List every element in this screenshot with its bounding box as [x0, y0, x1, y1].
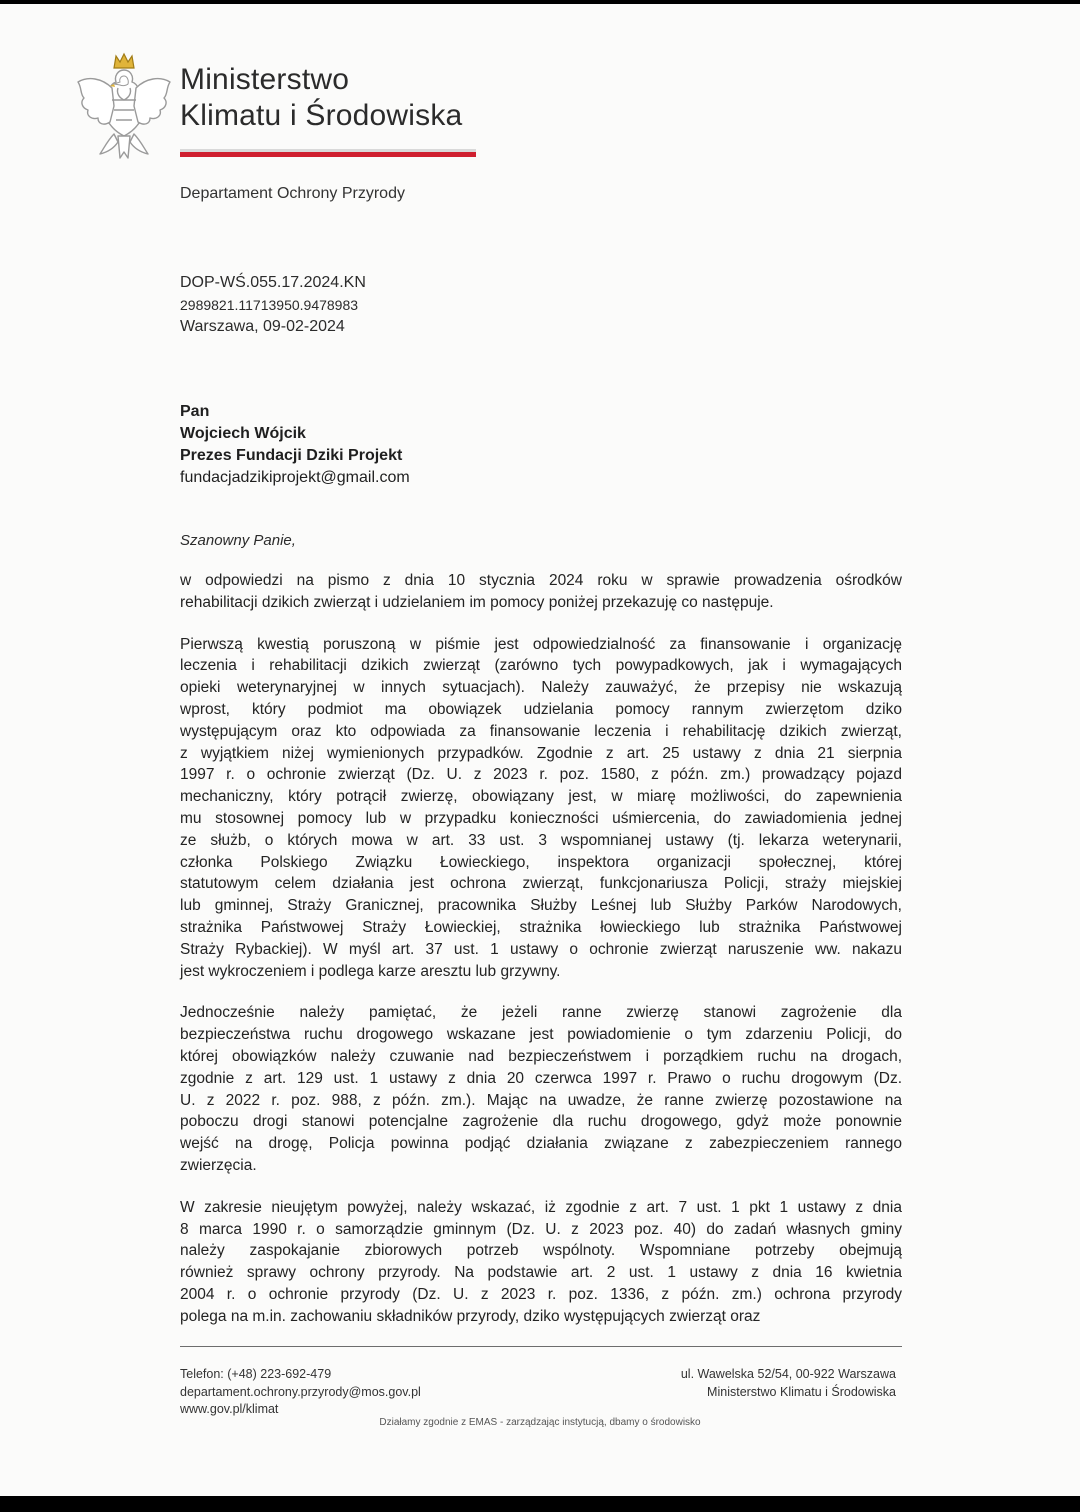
paragraph-line: której obowiązków należy czuwanie nad bezpieczeństwem i porządkiem ruchu na drogach,	[180, 1047, 902, 1065]
paragraph-line: występującym oraz kto odpowiada za finansowanie leczenia i rehabilitację dzikich zwierząt,	[180, 722, 902, 740]
paragraph-line: wprost, który podmiot ma obowiązek udzielania pomocy rannym zwierzętom dziko	[180, 700, 902, 718]
recipient-title: Pan	[180, 403, 210, 420]
department-name: Departament Ochrony Przyrody	[180, 185, 405, 202]
paragraph-line: Pierwszą kwestią poruszoną w piśmie jest odpowiedzialność za finansowanie i organizację	[180, 635, 902, 653]
flag-red-stripe	[180, 152, 476, 157]
paragraph-line: polega na m.in. zachowaniu składników przyrody, dziko występujących zwierząt oraz	[180, 1307, 761, 1325]
paragraph-line: 8 marca 1990 r. o samorządzie gminnym (Dz. U. z 2023 poz. 40) do zadań własnych gminy	[180, 1220, 902, 1238]
footer-phone: Telefon: (+48) 223-692-479	[180, 1367, 332, 1381]
paragraph-line: opieki weterynaryjnej w innych sytuacjach). Należy zauważyć, że przepisy nie wskazują	[180, 679, 902, 697]
paragraph-line: zgodnie z art. 129 ust. 1 ustawy z dnia 20 czerwca 1997 r. Prawo o ruchu drogowym (Dz.	[180, 1069, 902, 1087]
case-number: DOP-WŚ.055.17.2024.KN	[180, 274, 366, 291]
footer-divider	[180, 1346, 902, 1347]
recipient-block	[180, 401, 410, 489]
ministry-name-line1: Ministerstwo	[180, 63, 350, 96]
paragraph-line: w odpowiedzi na pismo z dnia 10 stycznia 2024 roku w sprawie prowadzenia ośrodków	[180, 572, 902, 589]
paragraph-line: leczenia i rehabilitacji dzikich zwierząt (zarówno tych powypadkowych, jak i wymagających	[180, 657, 902, 675]
salutation: Szanowny Panie,	[180, 532, 296, 549]
paragraph-line: należy zaspokajanie zbiorowych potrzeb wspólnoty. Wspomniane potrzeby obejmują	[180, 1242, 902, 1260]
ministry-name	[180, 62, 462, 134]
place-date: Warszawa, 09-02-2024	[180, 318, 345, 335]
paragraph-line: z wyjątkiem niżej wymienionych przypadków. Zgodnie z art. 25 ustawy z dnia 21 sierpnia	[180, 744, 902, 762]
reference-block	[180, 272, 366, 338]
footer-address	[681, 1366, 896, 1401]
paragraph-line: Jednocześnie należy pamiętać, że jeżeli ranne zwierzę stanowi zagrożenie dla	[180, 1004, 902, 1022]
recipient-name: Wojciech Wójcik	[180, 425, 306, 442]
paragraph-line: 2004 r. o ochronie przyrody (Dz. U. z 2023 r. poz. 1336, z późn. zm.) ochrona przyrody	[180, 1285, 902, 1303]
paragraph-line: Straży Rybackiej). W myśl art. 37 ust. 1 ustawy o ochronie zwierząt naruszenie ww. nakazu	[180, 940, 902, 958]
recipient-position: Prezes Fundacji Dziki Projekt	[180, 447, 403, 464]
paragraph-line: jest wykroczeniem i podlega karze aresztu lub grzywny.	[180, 962, 561, 980]
footer-website: www.gov.pl/klimat	[180, 1402, 279, 1416]
paragraph-line: W zakresie nieujętym powyżej, należy wskazać, iż zgodnie z art. 7 ust. 1 pkt 1 ustawy z dnia	[180, 1198, 902, 1216]
footer-contact	[180, 1366, 421, 1419]
letter-paragraph	[180, 1197, 902, 1328]
white-eagle-emblem-icon	[74, 48, 174, 160]
letter-paragraph	[180, 634, 902, 983]
paragraph-line: mechaniczny, który potrącił zwierzę, obowiązany jest, w miarę możliwości, do zapewnienia	[180, 788, 902, 806]
paragraph-line: wejść na drogę, Policja powinna podjąć działania związane z zabezpieczeniem rannego	[180, 1135, 902, 1153]
paragraph-line: bezpieczeństwa ruchu drogowego wskazane jest powiadomienie o tym zdarzeniu Policji, do	[180, 1026, 902, 1044]
national-flag-line	[180, 149, 476, 157]
letter-page	[0, 4, 1080, 1496]
footer-street: ul. Wawelska 52/54, 00-922 Warszawa	[680, 1367, 896, 1381]
paragraph-line: członka Polskiego Związku Łowieckiego, inspektora organizacji społecznej, której	[180, 853, 902, 871]
paragraph-line: lub gminnej, Straży Granicznej, pracownika Służby Leśnej lub Służby Parków Narodowych,	[180, 897, 902, 915]
footer-email: departament.ochrony.przyrody@mos.gov.pl	[180, 1384, 421, 1399]
paragraph-line: U. z 2022 r. poz. 988, z późn. zm.). Mając na uwadze, że ranne zwierzę pozostawione na	[180, 1091, 902, 1109]
paragraph-line: rehabilitacji dzikich zwierząt i udzielaniem im pomocy poniżej przekazuję co następuje.	[180, 593, 774, 611]
paragraph-line: 1997 r. o ochronie zwierząt (Dz. U. z 2023 r. poz. 1580, z późn. zm.) prowadzący pojazd	[180, 766, 902, 784]
ministry-name-line2: Klimatu i Środowiska	[180, 99, 463, 132]
paragraph-line: poboczu drogi stanowi potencjalne zagrożenie dla ruchu drogowego, gdyż może ponownie	[180, 1113, 902, 1131]
footer-emas-note: Działamy zgodnie z EMAS - zarządzając instytucją, dbamy o środowisko	[379, 1417, 701, 1428]
paragraph-line: strażnika Państwowej Straży Łowieckiej, strażnika łowieckiego lub strażnika Państwowej	[180, 918, 902, 936]
bottom-bar	[0, 1496, 1080, 1512]
letter-paragraph	[180, 570, 902, 614]
paragraph-line: również sprawy ochrony przyrody. Na podstawie art. 2 ust. 1 ustawy z dnia 16 kwietnia	[180, 1264, 902, 1282]
paragraph-line: mu stosownej pomocy lub w przypadku konieczności uśmiercenia, do zawiadomienia jednej	[180, 809, 902, 827]
paragraph-line: ze służb, o których mowa w art. 33 ust. 3 wspomnianej ustawy (tj. lekarza weterynarii,	[180, 831, 902, 849]
paragraph-line: statutowym celem działania jest ochrona zwierząt, funkcjonariusza Policji, straży miejskiej	[180, 875, 902, 893]
footer-ministry: Ministerstwo Klimatu i Środowiska	[707, 1384, 896, 1399]
recipient-email: fundacjadzikiprojekt@gmail.com	[180, 469, 410, 486]
document-id: 2989821.11713950.9478983	[180, 297, 359, 313]
paragraph-line: zwierzęcia.	[180, 1156, 257, 1174]
letter-body	[180, 570, 902, 1348]
letter-paragraph	[180, 1002, 902, 1176]
